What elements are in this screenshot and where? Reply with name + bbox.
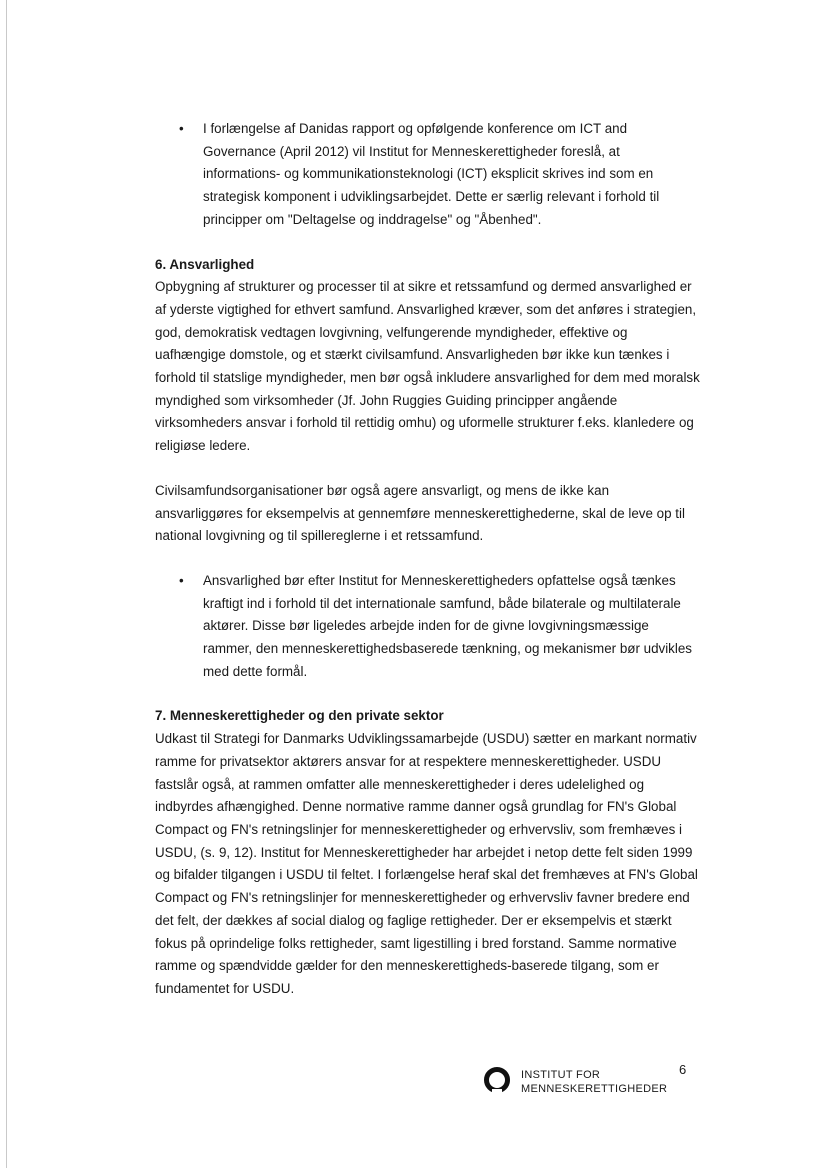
paragraph: Opbygning af strukturer og processer til at sikre et retssamfund og dermed ansvarlighed er af yderste vigtighed for ethvert samfund. Ansvarlighed kræver, som det anføres i strategien, god, demokratisk vedtagen lovgivning, velfungerende myndigheder, effektive og uafhængige domstole, og et stærkt civilsamfund. Ansvarligheden bør ikke kun tænkes i forhold til statslige myndigheder, men bør også inkludere ansvarlighed for dem med moralsk myndighed som virksomheder (Jf. John Ruggies Guiding principper angående virksomheders ansvar i forhold til rettidig omhu) og uformelle strukturer f.eks. klanledere og religiøse ledere. xyxy=(155,279,700,454)
section-heading-6: 6. Ansvarlighed xyxy=(155,256,255,272)
paragraph: Civilsamfundsorganisationer bør også agere ansvarligt, og mens de ikke kan ansvarliggøres for eksempelvis at gennemføre menneskerettighederne, skal de leve op til national lovgivning og til spillereglerne i et retssamfund. xyxy=(155,482,685,544)
footer-line-1: INSTITUT FOR xyxy=(521,1069,601,1081)
bullet-icon: • xyxy=(179,121,184,136)
bullet-text: Ansvarlighed bør efter Institut for Menneskerettigheders opfattelse også tænkes kraftigt ind i forhold til det internationale samfund, både bilaterale og multilaterale aktører. Disse bør ligeledes arbejde inden for de givne lovgivningsmæssige rammer, den menneskerettighedsbaserede tænkning, og mekanismer bør udvikles med dette formål. xyxy=(203,572,692,679)
page-body xyxy=(155,118,700,1001)
bullet-item xyxy=(155,570,700,684)
scan-edge-line xyxy=(6,0,7,1168)
page-number: 6 xyxy=(679,1062,687,1077)
bullet-text: I forlængelse af Danidas rapport og opfølgende konference om ICT and Governance (April 2012) vil Institut for Menneskerettigheder foreslå, at informations- og kommunikationsteknologi (ICT) eksplicit skrives ind som en strategisk komponent i udviklingsarbejdet. Dette er særlig relevant i forhold til principper om "Deltagelse og inddragelse" og "Åbenhed". xyxy=(203,121,660,227)
bullet-item xyxy=(155,118,700,232)
footer-institute-name xyxy=(521,1068,667,1096)
bullet-icon: • xyxy=(179,572,184,588)
section-heading-7: 7. Menneskerettigheder og den private sektor xyxy=(155,708,444,724)
institute-logo-icon xyxy=(483,1066,511,1094)
paragraph: Udkast til Strategi for Danmarks Udviklingssamarbejde (USDU) sætter en markant normativ ramme for privatsektor aktørers ansvar for at respektere menneskerettigheder. USDU fastslår også, at rammen omfatter alle menneskerettigheder i deres udelelighed og indbyrdes afhængighed. Denne normative ramme danner også grundlag for FN's Global Compact og FN's retningslinjer for menneskerettigheder og erhvervsliv, som fremhæves i USDU, (s. 9, 12). Institut for Menneskerettigheder har arbejdet i netop dette felt siden 1999 og bifalder tilgangen i USDU til feltet. I forlængelse heraf skal det fremhæves at FN's Global Compact og FN's retningslinjer for menneskerettigheder og erhvervsliv favner bredere end det felt, der dækkes af social dialog og faglige rettigheder. Der er eksempelvis et stærkt fokus på oprindelige folks rettigheder, samt ligestilling i bred forstand. Samme normative ramme og spændvidde gælder for den menneskerettigheds-baserede tilgang, som er fundamentet for USDU. xyxy=(155,731,698,996)
footer-line-2: MENNESKERETTIGHEDER xyxy=(521,1083,668,1095)
